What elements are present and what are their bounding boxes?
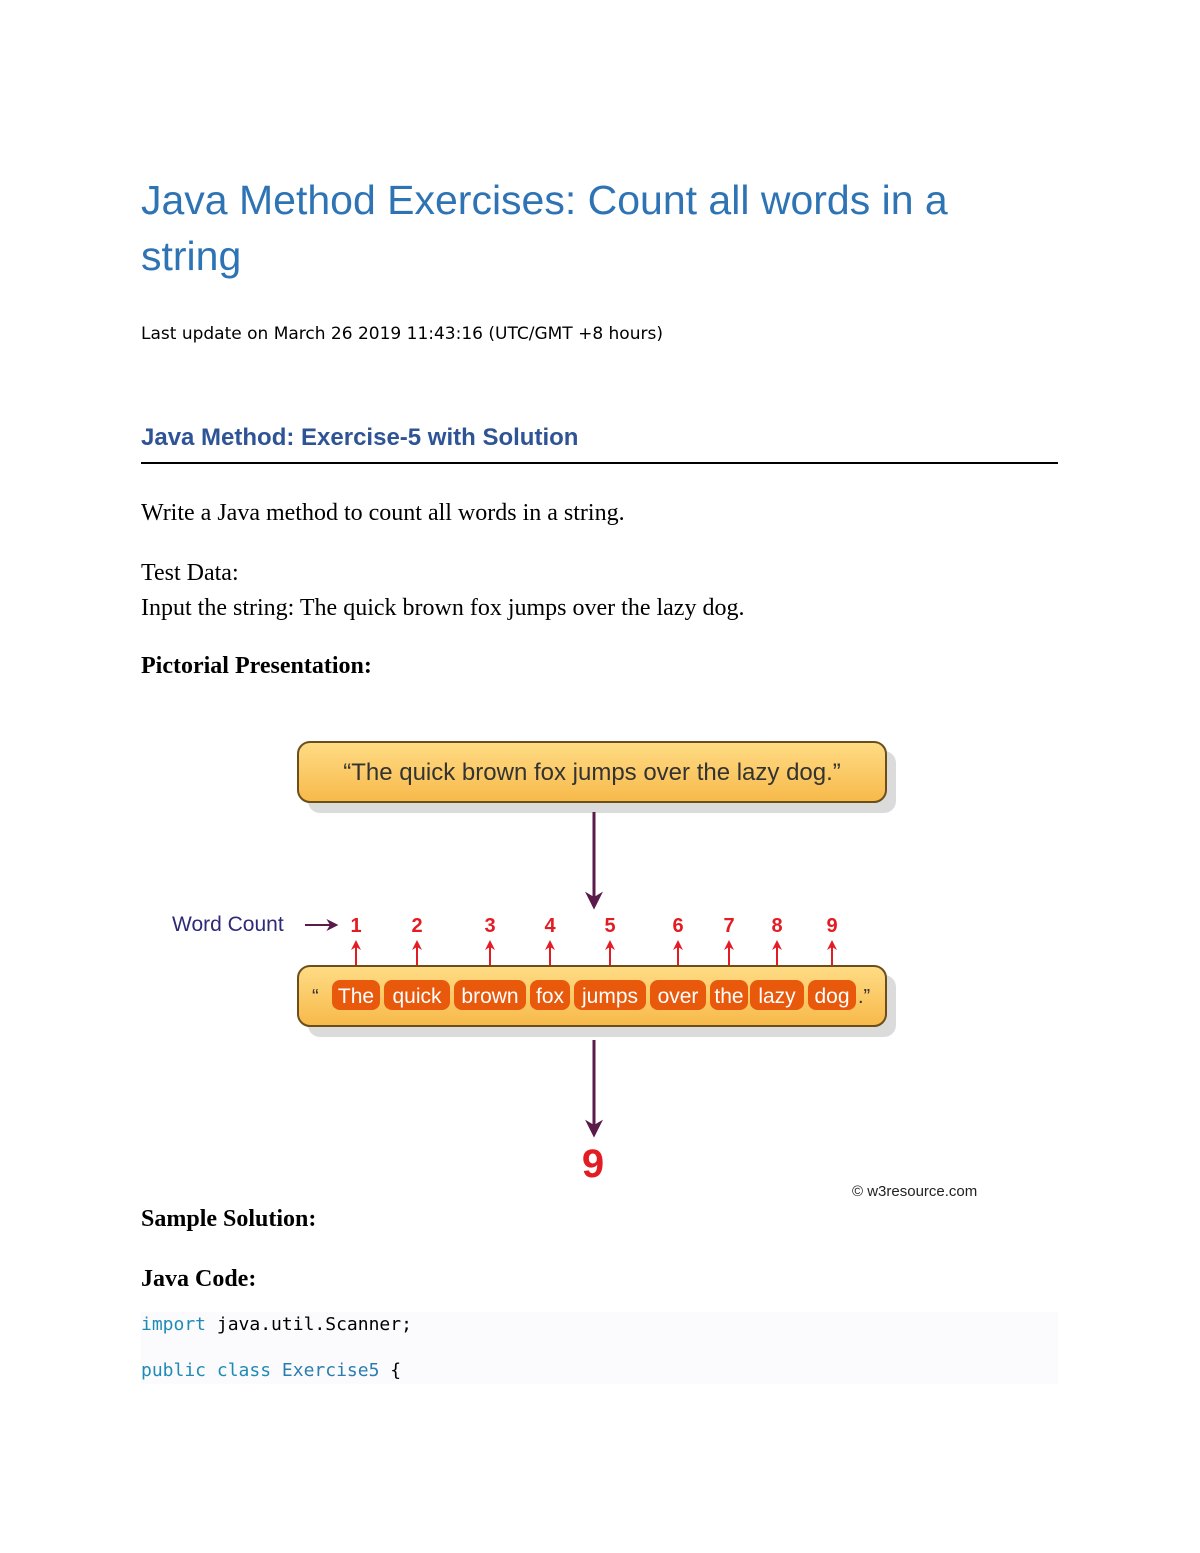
java-code-label: Java Code: [141,1266,257,1292]
code-keyword-class: class [216,1360,272,1381]
exercise-heading: Java Method: Exercise-5 with Solution [141,424,1058,464]
code-block [141,1312,1058,1384]
code-line-2 [141,1360,401,1381]
code-class-name: Exercise5 [281,1360,380,1381]
sentence-text: “The quick brown fox jumps over the lazy dog.” [343,759,841,786]
word-text-3: brown [461,985,519,1008]
word-number-1: 1 [350,915,362,937]
code-import-path: java.util.Scanner; [206,1314,412,1335]
word-text-4: fox [535,985,565,1008]
code-keyword-public: public [141,1360,207,1381]
word-number-4: 4 [544,915,556,937]
word-number-5: 5 [604,915,616,937]
open-quote: “ [312,986,319,1008]
word-count-label: Word Count [172,913,284,936]
result-number: 9 [581,1142,605,1186]
last-update-text: Last update on March 26 2019 11:43:16 (UTC/GMT +8 hours) [141,324,663,344]
code-brace: { [379,1360,402,1381]
sample-solution-label: Sample Solution: [141,1206,317,1232]
test-data-label: Test Data: [141,560,239,586]
word-text-1: The [337,985,375,1008]
copyright-text: © w3resource.com [852,1183,978,1200]
word-pills [332,980,856,1010]
word-number-2: 2 [411,915,423,937]
word-text-7: the [714,985,744,1008]
word-text-2: quick [392,985,442,1008]
word-count-figure [160,730,1020,1210]
word-number-7: 7 [723,915,735,937]
word-number-9: 9 [826,915,838,937]
close-quote: .” [858,986,871,1008]
word-text-8: lazy [758,985,796,1008]
word-number-6: 6 [672,915,684,937]
word-number-3: 3 [484,915,496,937]
word-text-6: over [657,985,699,1008]
pictorial-label: Pictorial Presentation: [141,653,372,679]
word-number-8: 8 [771,915,783,937]
test-data-input: Input the string: The quick brown fox jumps over the lazy dog. [141,595,745,621]
code-line-1 [141,1314,412,1335]
exercise-description: Write a Java method to count all words in a string. [141,500,625,526]
word-text-5: jumps [581,985,639,1008]
word-text-9: dog [814,985,850,1008]
page-title: Java Method Exercises: Count all words in a string [141,177,948,279]
code-keyword-import: import [141,1314,207,1335]
